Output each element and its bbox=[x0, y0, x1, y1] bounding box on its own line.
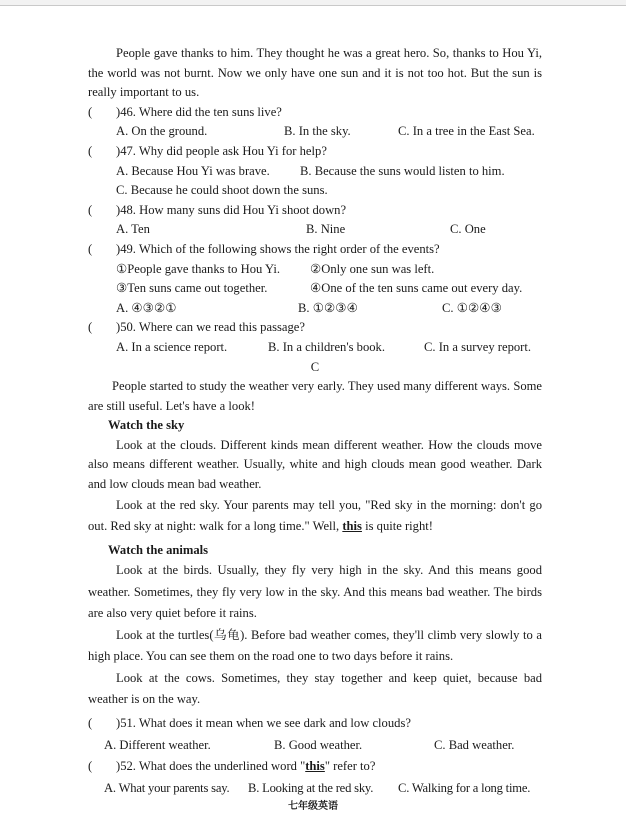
option-b: B. Because the suns would listen to him. bbox=[300, 163, 505, 178]
question-50 bbox=[88, 318, 542, 357]
answer-blank[interactable]: ( bbox=[88, 104, 93, 119]
option-a: A. Because Hou Yi was brave. bbox=[116, 163, 270, 178]
option-c: C. Bad weather. bbox=[434, 737, 515, 752]
question-number: )51. bbox=[116, 715, 136, 730]
question-51 bbox=[88, 713, 542, 756]
question-49 bbox=[88, 240, 542, 318]
paragraph-clouds: Look at the clouds. Different kinds mean different weather. How the clouds move also means different weather. Usually, white and high clouds mean good weather. Dark and low clouds mean bad weather. bbox=[88, 437, 542, 492]
question-47 bbox=[88, 142, 542, 201]
question-48 bbox=[88, 201, 542, 240]
option-a: A. Different weather. bbox=[104, 737, 211, 752]
question-text: Why did people ask Hou Yi for help? bbox=[138, 143, 327, 158]
answer-blank[interactable]: ( bbox=[88, 715, 93, 730]
question-number: )52. bbox=[116, 758, 136, 773]
answer-blank[interactable]: ( bbox=[88, 202, 93, 217]
event-3: ③Ten suns came out together. bbox=[116, 281, 268, 296]
option-b: B. ①②③④ bbox=[298, 300, 358, 315]
option-c: C. Because he could shoot down the suns. bbox=[116, 183, 328, 198]
option-c: C. ①②④③ bbox=[442, 300, 502, 315]
question-number: )48. bbox=[116, 202, 136, 217]
page-footer: 七年级英语 bbox=[288, 801, 338, 812]
answer-blank[interactable]: ( bbox=[88, 320, 93, 335]
passage-b-ending: People gave thanks to him. They thought he was a great hero. So, thanks to Hou Yi, the world was not burnt. Now we only have one sun and it is not too hot. But the sun is really important to us. bbox=[88, 46, 542, 100]
option-b: B. Good weather. bbox=[274, 737, 363, 752]
exam-page bbox=[88, 44, 542, 799]
event-2: ②Only one sun was left. bbox=[310, 261, 435, 276]
question-46 bbox=[88, 103, 542, 142]
option-a: A. What your parents say. bbox=[104, 780, 230, 795]
section-c-label: C bbox=[310, 359, 320, 374]
question-number: )49. bbox=[116, 241, 136, 256]
option-a: A. ④③②① bbox=[116, 300, 177, 315]
option-a: A. On the ground. bbox=[116, 124, 208, 139]
question-text: What does it mean when we see dark and low clouds? bbox=[138, 715, 411, 730]
option-b: B. Nine bbox=[306, 222, 346, 237]
question-52 bbox=[88, 756, 542, 799]
question-text: Which of the following shows the right order of the events? bbox=[138, 241, 440, 256]
option-b: B. In a children's book. bbox=[268, 339, 385, 354]
event-1: ①People gave thanks to Hou Yi. bbox=[116, 261, 281, 276]
paragraph-cows: Look at the cows. Sometimes, they stay together and keep quiet, because bad weather is on the way. bbox=[88, 670, 542, 707]
heading-watch-the-sky: Watch the sky bbox=[108, 418, 185, 433]
question-number: )47. bbox=[116, 143, 136, 158]
option-c: C. In a survey report. bbox=[424, 339, 532, 354]
question-text: How many suns did Hou Yi shoot down? bbox=[139, 202, 347, 217]
event-4: ④One of the ten suns came out every day. bbox=[310, 281, 523, 296]
question-text: What does the underlined word "this" refer to? bbox=[138, 758, 376, 773]
paragraph-turtles: Look at the turtles(乌龟). Before bad weather comes, they'll climb very slowly to a high place. You can see them on the road one to two days before it rains. bbox=[88, 627, 542, 664]
question-number: )50. bbox=[116, 320, 136, 335]
question-text: Where did the ten suns live? bbox=[138, 104, 282, 119]
option-c: C. In a tree in the East Sea. bbox=[398, 124, 535, 139]
section-c-intro: People started to study the weather very early. They used many different ways. Some are still useful. Let's have a look! bbox=[88, 379, 542, 413]
paragraph-red-sky: Look at the red sky. Your parents may tell you, "Red sky in the morning: don't go out. Red sky at night: walk for a long time." Well, this is quite right! bbox=[88, 497, 542, 533]
question-text: Where can we read this passage? bbox=[138, 320, 305, 335]
underlined-word-this: this bbox=[342, 518, 362, 533]
underlined-word-this: this bbox=[305, 758, 325, 773]
option-a: A. Ten bbox=[116, 222, 150, 237]
option-a: A. In a science report. bbox=[116, 339, 228, 354]
answer-blank[interactable]: ( bbox=[88, 758, 93, 773]
option-b: B. Looking at the red sky. bbox=[248, 780, 374, 795]
option-c: C. One bbox=[450, 222, 486, 237]
heading-watch-the-animals: Watch the animals bbox=[108, 542, 209, 557]
answer-blank[interactable]: ( bbox=[88, 143, 93, 158]
options bbox=[88, 122, 542, 142]
option-c: C. Walking for a long time. bbox=[398, 780, 531, 795]
paragraph-birds: Look at the birds. Usually, they fly very high in the sky. And this means good weather. Sometimes, they fly very low in the sky. And this means bad weather. The birds are also very quiet before it rains. bbox=[88, 563, 542, 621]
scan-top-band bbox=[0, 0, 626, 6]
answer-blank[interactable]: ( bbox=[88, 241, 93, 256]
question-number: )46. bbox=[116, 104, 136, 119]
option-b: B. In the sky. bbox=[284, 124, 351, 139]
